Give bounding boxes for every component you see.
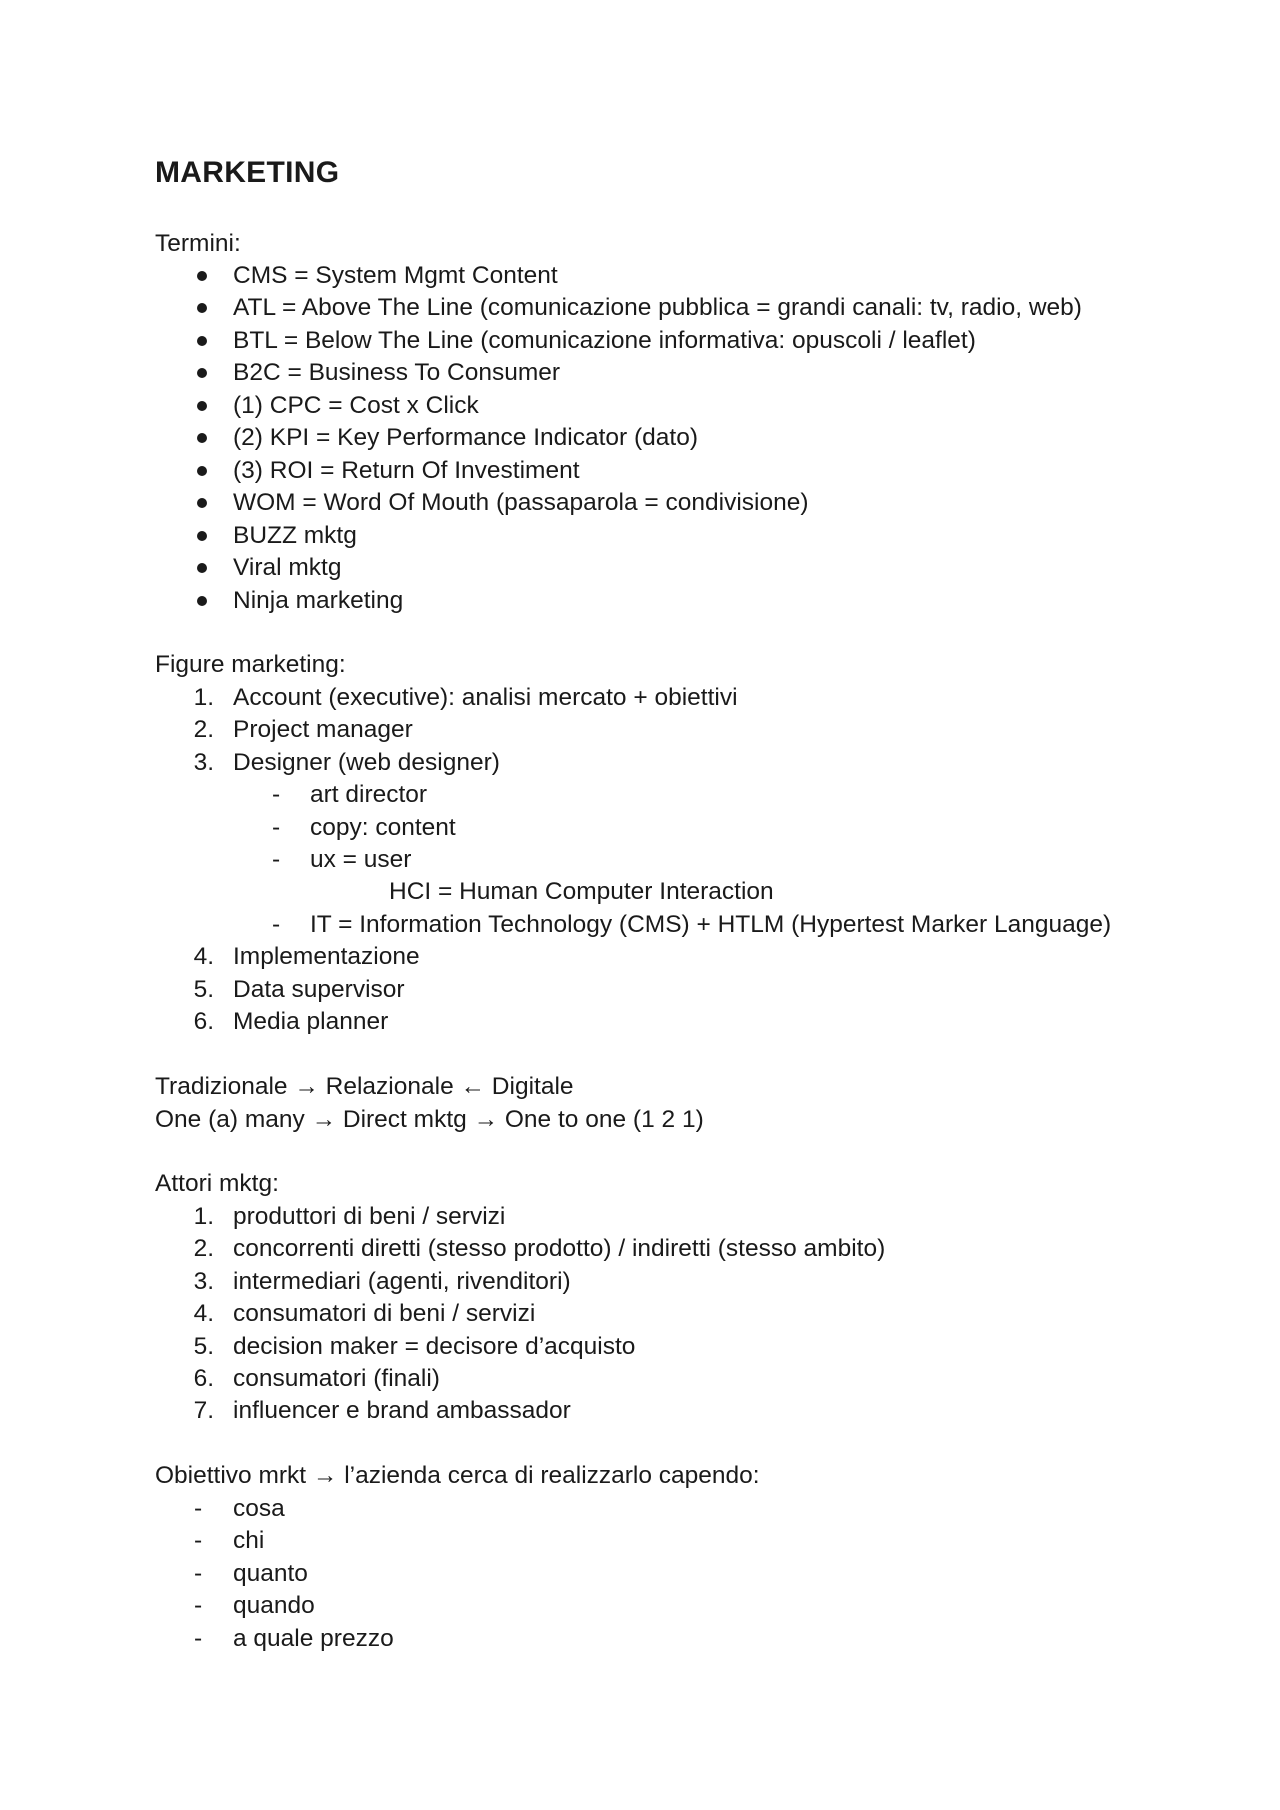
list-item: Ninja marketing [233, 587, 404, 614]
list-item: Viral mktg [233, 554, 342, 581]
list-item: consumatori di beni / servizi [233, 1300, 536, 1327]
attori-heading: Attori mktg: [155, 1170, 279, 1197]
list-item: Implementazione [233, 943, 420, 970]
list-item: decision maker = decisore d’acquisto [233, 1333, 636, 1360]
sub-list-dash: - [272, 911, 281, 938]
sub-list-dash: - [272, 814, 281, 841]
list-number: 4. [193, 1300, 214, 1327]
list-item: ATL = Above The Line (comunicazione pubblica = grandi canali: tv, radio, web) [233, 294, 1082, 321]
bullet-icon [197, 401, 207, 411]
list-item: quanto [233, 1560, 308, 1587]
bullet-icon [197, 466, 207, 476]
list-item: BUZZ mktg [233, 522, 357, 549]
list-number: 6. [193, 1365, 214, 1392]
list-number: 1. [193, 1203, 214, 1230]
list-number: 2. [193, 716, 214, 743]
list-dash: - [194, 1527, 203, 1554]
list-item: (2) KPI = Key Performance Indicator (dato) [233, 424, 699, 451]
list-number: 1. [193, 684, 214, 711]
sub-list-dash: - [272, 846, 281, 873]
list-item: produttori di beni / servizi [233, 1203, 506, 1230]
list-dash: - [194, 1560, 203, 1587]
bullet-icon [197, 563, 207, 573]
sub-list-item: art director [310, 781, 428, 808]
list-item: Designer (web designer) [233, 749, 500, 776]
list-item: (3) ROI = Return Of Investiment [233, 457, 580, 484]
sub-list-item: copy: content [310, 814, 456, 841]
bullet-icon [197, 368, 207, 378]
list-item: Project manager [233, 716, 413, 743]
sub-list-dash: - [272, 781, 281, 808]
list-dash: - [194, 1592, 203, 1619]
hci-note: HCI = Human Computer Interaction [389, 878, 774, 905]
list-number: 5. [193, 976, 214, 1003]
list-item: Media planner [233, 1008, 389, 1035]
flow-line-2: One (a) many → Direct mktg → One to one (1 2 1) [155, 1106, 704, 1133]
list-number: 4. [193, 943, 214, 970]
list-item: cosa [233, 1495, 285, 1522]
sub-list-item: IT = Information Technology (CMS) + HTLM (Hypertest Marker Language) [310, 911, 1112, 938]
list-item: intermediari (agenti, rivenditori) [233, 1268, 571, 1295]
list-item: B2C = Business To Consumer [233, 359, 561, 386]
list-item: (1) CPC = Cost x Click [233, 392, 479, 419]
termini-heading: Termini: [155, 230, 241, 257]
list-item: consumatori (finali) [233, 1365, 440, 1392]
list-item: chi [233, 1527, 265, 1554]
flow-line-1: Tradizionale → Relazionale ← Digitale [155, 1073, 574, 1100]
figure-heading: Figure marketing: [155, 651, 346, 678]
list-dash: - [194, 1625, 203, 1652]
list-number: 3. [193, 1268, 214, 1295]
bullet-icon [197, 531, 207, 541]
list-item: WOM = Word Of Mouth (passaparola = condivisione) [233, 489, 809, 516]
list-item: a quale prezzo [233, 1625, 394, 1652]
list-number: 7. [193, 1397, 214, 1424]
list-item: CMS = System Mgmt Content [233, 262, 558, 289]
bullet-icon [197, 271, 207, 281]
bullet-icon [197, 596, 207, 606]
list-number: 3. [193, 749, 214, 776]
list-item: Account (executive): analisi mercato + obiettivi [233, 684, 738, 711]
list-item: concorrenti diretti (stesso prodotto) / indiretti (stesso ambito) [233, 1235, 886, 1262]
list-item: BTL = Below The Line (comunicazione informativa: opuscoli / leaflet) [233, 327, 976, 354]
bullet-icon [197, 498, 207, 508]
list-item: Data supervisor [233, 976, 405, 1003]
bullet-icon [197, 433, 207, 443]
page-title: MARKETING [155, 156, 340, 189]
list-item: quando [233, 1592, 315, 1619]
sub-list-item: ux = user [310, 846, 412, 873]
obiettivo-heading: Obiettivo mrkt → l’azienda cerca di realizzarlo capendo: [155, 1462, 760, 1489]
list-number: 6. [193, 1008, 214, 1035]
bullet-icon [197, 336, 207, 346]
list-dash: - [194, 1495, 203, 1522]
list-number: 5. [193, 1333, 214, 1360]
list-number: 2. [193, 1235, 214, 1262]
bullet-icon [197, 303, 207, 313]
list-item: influencer e brand ambassador [233, 1397, 571, 1424]
